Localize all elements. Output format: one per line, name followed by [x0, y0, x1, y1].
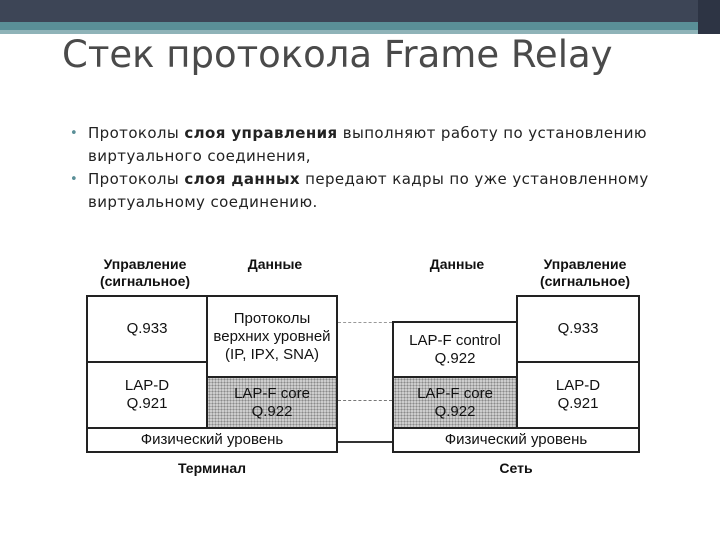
bullet-list [70, 122, 670, 214]
terminal-q933-box: Q.933 [86, 295, 208, 363]
physical-link-line [338, 441, 392, 443]
header-corner-block [698, 0, 720, 34]
network-header-data: Данные [429, 256, 485, 272]
slide-title: Стек протокола Frame Relay [62, 33, 613, 76]
bullet-text: передают кадры по уже установленному виртуальному соединению. [88, 170, 649, 211]
header-bar [0, 0, 720, 22]
network-lapf-control-box: LAP-F control Q.922 [392, 321, 518, 378]
terminal-caption: Терминал [177, 460, 247, 476]
bullet-emphasis: слоя данных [184, 170, 300, 188]
network-header-control: Управление (сигнальное) [539, 256, 631, 289]
bullet-emphasis: слоя управления [184, 124, 338, 142]
terminal-upper-protocols-box: Протоколы верхних уровней (IP, IPX, SNA) [206, 295, 338, 378]
network-physical-box: Физический уровень [392, 427, 640, 453]
terminal-header-data: Данные [247, 256, 303, 272]
bullet-icon: • [70, 126, 79, 141]
network-caption: Сеть [499, 460, 533, 476]
upper-link-line [338, 322, 392, 323]
terminal-header-control: Управление (сигнальное) [99, 256, 191, 289]
protocol-stack-diagram [80, 250, 650, 486]
terminal-lapf-core-box: LAP-F core Q.922 [206, 376, 338, 429]
bullet-item [70, 122, 670, 168]
network-lapd-box: LAP-D Q.921 [516, 361, 640, 429]
bullet-text: Протоколы [88, 170, 185, 188]
data-link-line [338, 400, 392, 401]
bullet-text: Протоколы [88, 124, 185, 142]
network-lapf-core-box: LAP-F core Q.922 [392, 376, 518, 429]
header-accent-bar [0, 22, 720, 30]
bullet-text: выполняют работу по установлению виртуального соединения, [88, 124, 647, 165]
network-q933-box: Q.933 [516, 295, 640, 363]
terminal-lapd-box: LAP-D Q.921 [86, 361, 208, 429]
bullet-item [70, 168, 670, 214]
terminal-physical-box: Физический уровень [86, 427, 338, 453]
bullet-icon: • [70, 172, 79, 187]
